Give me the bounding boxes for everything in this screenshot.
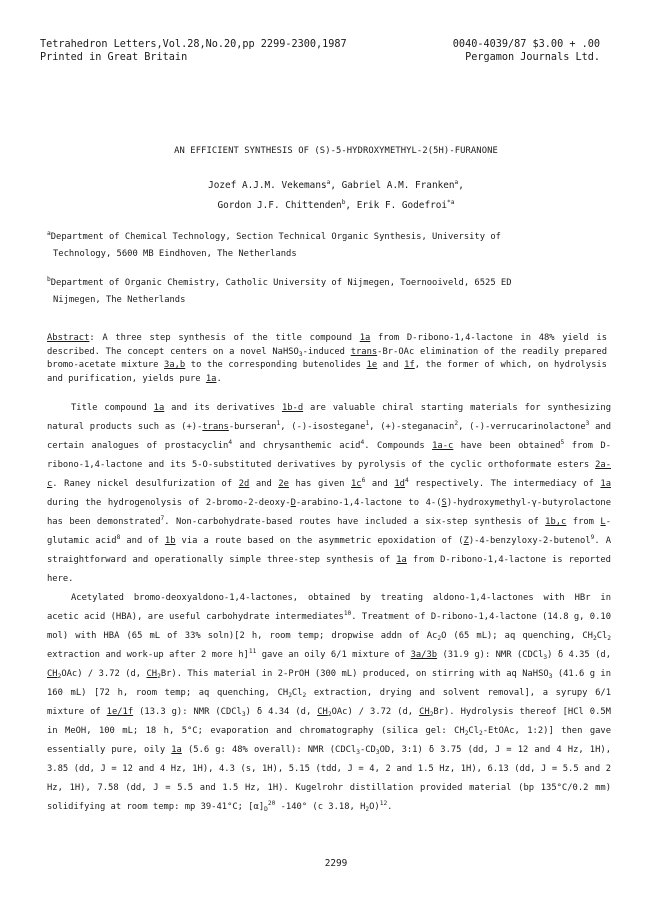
paragraph-experimental: Acetylated bromo-deoxyaldono-1,4-lactones, obtained by treating aldono-1,4-lactones with HBr in acetic acid (HBA), are useful carbohydrate intermediates$^{10}$. Treatment of D-ribono-1,4-lactone (14.8 g, 0.10 mol) with HBA (65 mL of 33% soln)[2 h, room temp; dropwise addn of $Ac_2O$ (65 mL); aq quenching, $CH_2Cl_2$ extraction and work-up after 2 more h]$^{11}$ gave an oily 6/1 mixture of 3a/3b (31.9 g): NMR (CDCl$_3$) δ 4.35 (d, $CH_2OAc) / 3.72$ (d, $CH_2Br$). This material in 2-PrOH (300 mL) produced, on stirring with aq NaHSO$_3$ (41.6 g in 160 mL) [72 h, room temp; aq quenching, $CH_2Cl_2$ extraction, drying and solvent removal], a syrupy 6/1 mixture of 1e/1f (13.3 g): NMR (CDCl$_3$) δ 4.34 (d, $CH_2OAc) / 3.72$ (d, $CH_2Br$). Hydrolysis thereof [HCl 0.5M in MeOH, 100 mL; 18 h, 5°C; evaporation and chromatography (silica gel: $CH_2Cl_2$-EtOAc, 1:2)] then gave essentially pure, oily 1a (5.6 g: 48% overall): NMR ($CDCl_3-CD_3OD$, 3:1) δ 3.75 (dd, J = 12 and 4 Hz, 1H), 3.85 (dd, J = 12 and 4 Hz, 1H), 4.3 (s, 1H), 5.15 (tdd, J = 4, 2 and 1.5 Hz, 1H), 6.13 (dd, J = 5.5 and 2 Hz, 1H), 7.58 (dd, J = 5.5 and 1.5 Hz, 1H). Kugelrohr distillation provided material (bp 135°C/0.2 mm) solidifying at room temp: mp 39-41°C; $[\alpha]_D^{20}$ -140° (c 3.18, $H_2O)^{12}$. [47,593,612,813]
affiliation-b: $^b$Department of Organic Chemistry, Catholic University of Nijmegen, Toernooiveld, 6525 ED Nijmegen, The Netherlands [47,276,512,305]
author-name: Gabriel A.M. Franken [341,180,455,191]
affiliation-mark: b [47,276,51,283]
compound-ref: 1a [359,333,371,343]
printed-in: Printed in Great Britain [40,52,188,63]
compound-ref: 1a [153,403,165,413]
reference-mark: 8 [116,534,121,541]
reference-mark: 3 [585,420,590,427]
reference-mark: 4 [404,477,409,484]
compound-ref: 3a,b [164,360,186,370]
abstract-label: Abstract [47,333,90,343]
reference-mark: 4 [228,439,233,446]
page-number: 2299 [324,858,348,869]
compound-ref: 2a-c [47,460,611,489]
author-name: Erik F. Godefroi [356,200,448,211]
compound-ref: 1a-c [432,441,454,451]
compound-ref: 1b-d [281,403,304,413]
affiliation-a: $^a$Department of Chemical Technology, Section Technical Organic Synthesis, University of Technology, 5600 MB Eindhoven, The Netherlands [47,230,501,259]
compound-ref: 2d [238,479,250,489]
reference-mark: 12 [379,800,388,807]
author-line-1: Jozef A.J.M. Vekemans$^a$, Gabriel A.M. Franken$^a$, [208,179,464,191]
reference-mark: 2 [454,420,459,427]
author-name: Gordon J.F. Chittenden [217,200,342,211]
author-name: Jozef A.J.M. Vekemans [208,180,327,191]
compound-ref: 2e [278,479,289,489]
article-title: AN EFFICIENT SYNTHESIS OF (S)-5-HYDROXYMETHYL-2(5H)-FURANONE [174,146,498,156]
reference-mark: 9 [590,534,595,541]
reference-mark: 1 [365,420,370,427]
header-row-1 [40,38,600,51]
reference-mark: 6 [361,477,366,484]
compound-ref: 1d [394,479,405,489]
affiliation-mark: a [326,179,331,186]
journal-citation: Tetrahedron Letters,Vol.28,No.20,pp 2299-2300,1987 [40,39,347,50]
author-list [0,176,672,216]
compound-ref: 1a [205,373,217,384]
article-body [47,399,611,817]
affiliation-mark: *a [447,199,455,206]
journal-header [40,38,600,64]
compound-ref: 1c [351,479,362,489]
compound-ref: 1e/1f [106,707,134,717]
paragraph-introduction: Title compound 1a and its derivatives 1b-d are valuable chiral starting materials for synthesizing natural products such as (+)-trans-burseran$^1$, (-)-isostegane$^1$, (+)-steganacin$^2$, (-)-verrucarinolactone$^3$ and certain analogues of prostacyclin$^4$ and chrysanthemic acid$^4$. Compounds 1a-c have been obtained$^5$ from D-ribono-1,4-lactone and its 5-O-substituted derivatives by pyrolysis of the cyclic orthoformate esters 2a-c. Raney nickel desulfurization of 2d and 2e has given $1c^6$ and $1d^4$ respectively. The intermediacy of 1a during the hydrogenolysis of 2-bromo-2-deoxy-D-arabino-1,4-lactone to 4-(S)-hydroxymethyl-γ-butyrolactone has been demonstrated$^7$. Non-carbohydrate-based routes have included a six-step synthesis of 1b,c from L-glutamic acid$^8$ and of 1b via a route based on the asymmetric epoxidation of (Z)-4-benzyloxy-2-butenol$^9$. A straightforward and operationally simple three-step synthesis of 1a from D-ribono-1,4-lactone is reported here. [47,403,612,584]
reference-mark: 1 [276,420,281,427]
affiliation-mark: a [47,230,51,237]
compound-ref: 1b [164,536,176,546]
reference-mark: 11 [248,648,257,655]
header-row-2 [40,51,600,64]
affiliation-mark: b [341,199,346,206]
compound-ref: 1b,c [545,517,567,527]
compound-ref: 3a/3b [410,650,438,660]
compound-ref: 1a [600,479,612,489]
affiliation-mark: a [454,179,459,186]
reference-mark: 7 [160,515,165,522]
publisher: Pergamon Journals Ltd. [465,52,600,63]
compound-ref: 1e [366,360,378,370]
compound-ref: 1f [404,360,415,370]
issn-price: 0040-4039/87 $3.00 + .00 [452,39,600,50]
reference-mark: 4 [360,439,365,446]
compound-ref: 1a [396,555,407,565]
author-line-2: Gordon J.F. Chittenden$^b$, Erik F. Godefroi$^{*a}$ [217,199,455,211]
reference-mark: 10 [343,610,352,617]
reference-mark: 5 [560,439,565,446]
compound-ref: 1a [171,745,182,755]
abstract: Abstract: A three step synthesis of the title compound 1a from D-ribono-1,4-lactone in 48% yield is described. The concept centers on a novel NaHSO$_3$-induced trans-Br-OAc elimination of the readily prepared bromo-acetate mixture 3a,b to the corresponding butenolides 1e and 1f, the former of which, on hydrolysis and purification, yields pure 1a. [47,333,607,384]
